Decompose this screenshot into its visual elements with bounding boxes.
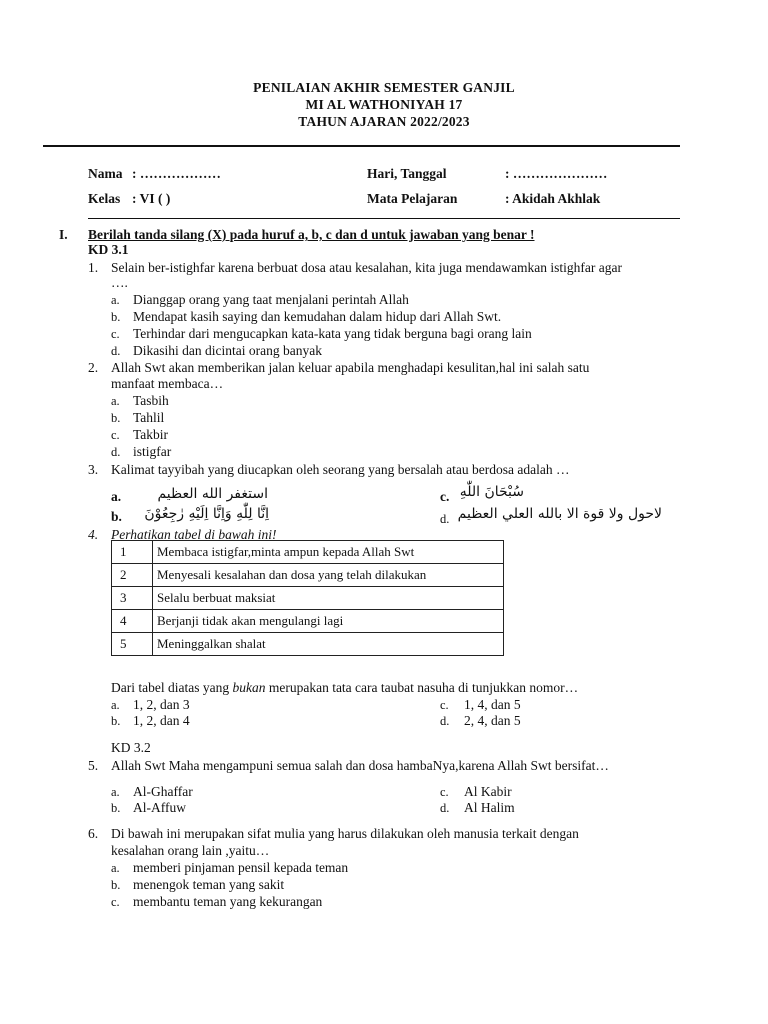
arabic-tasbih: سُبْحَانَ اللّٰهِ — [459, 484, 524, 500]
steps-table — [111, 540, 504, 656]
question-text-cont: manfaat membaca… — [111, 376, 224, 391]
option-letter[interactable]: c. — [111, 428, 120, 442]
nama-field[interactable]: : ……………… — [132, 166, 221, 181]
followup-pre: Dari tabel diatas yang — [111, 680, 233, 695]
option-letter[interactable]: d. — [440, 512, 450, 526]
option-text: menengok teman yang sakit — [133, 877, 285, 892]
option-letter[interactable]: b. — [111, 509, 122, 524]
table-cell-text: Menyesali kesalahan dan dosa yang telah dilakukan — [153, 564, 504, 587]
option-text: Mendapat kasih saying dan kemudahan dalam hidup dari Allah Swt. — [133, 309, 502, 324]
table-cell-text: Membaca istigfar,minta ampun kepada Allah Swt — [153, 541, 504, 564]
header-divider — [43, 145, 680, 147]
option-letter[interactable]: a. — [111, 861, 120, 875]
table-row — [112, 541, 504, 564]
option-text: Terhindar dari mengucapkan kata-kata yang tidak berguna bagi orang lain — [133, 326, 532, 341]
section-number: I. — [59, 227, 68, 242]
option-text: Tahlil — [133, 410, 165, 425]
option-text: memberi pinjaman pensil kepada teman — [133, 860, 349, 875]
table-row — [112, 587, 504, 610]
table-row — [112, 610, 504, 633]
exam-title: PENILAIAN AKHIR SEMESTER GANJIL — [253, 80, 515, 95]
option-letter[interactable]: d. — [111, 344, 121, 358]
question-number: 1. — [88, 260, 99, 275]
option-letter[interactable]: d. — [111, 445, 121, 459]
table-cell-text: Meninggalkan shalat — [153, 633, 504, 656]
option-text: membantu teman yang kekurangan — [133, 894, 323, 909]
question-followup — [111, 680, 578, 696]
option-text: istigfar — [133, 444, 172, 459]
option-letter[interactable]: a. — [111, 489, 122, 504]
kelas-field[interactable]: : VI ( ) — [132, 191, 171, 206]
question-text: Di bawah ini merupakan sifat mulia yang harus dilakukan oleh manusia terkait dengan — [111, 826, 579, 841]
option-text: Al-Affuw — [133, 800, 186, 815]
option-letter[interactable]: d. — [440, 801, 450, 815]
option-letter[interactable]: b. — [111, 878, 121, 892]
arabic-istighfar: استغفر الله العظيم — [157, 486, 268, 502]
table-cell-number: 4 — [112, 610, 153, 633]
followup-emphasis: bukan — [232, 680, 266, 695]
kd-label: KD 3.2 — [111, 740, 151, 755]
option-text: Al Kabir — [464, 784, 512, 799]
option-text: Tasbih — [133, 393, 169, 408]
option-text: Dikasihi dan dicintai orang banyak — [133, 343, 322, 358]
option-letter[interactable]: b. — [111, 310, 121, 324]
option-text: Al-Ghaffar — [133, 784, 193, 799]
option-letter[interactable]: c. — [111, 327, 120, 341]
arabic-hauqalah: لاحول ولا قوة الا بالله العلي العظيم — [457, 506, 662, 522]
option-letter[interactable]: a. — [111, 293, 120, 307]
question-text: Selain ber-istighfar karena berbuat dosa atau kesalahan, kita juga mendawamkan istighfar agar — [111, 260, 623, 275]
mapel-label: Mata Pelajaran — [367, 191, 458, 206]
hari-label: Hari, Tanggal — [367, 166, 447, 181]
table-cell-number: 1 — [112, 541, 153, 564]
option-letter[interactable]: a. — [111, 394, 120, 408]
mapel-value: : Akidah Akhlak — [505, 191, 601, 206]
option-text: Takbir — [133, 427, 169, 442]
option-letter[interactable]: b. — [111, 411, 121, 425]
table-row — [112, 564, 504, 587]
section-instruction: Berilah tanda silang (X) pada huruf a, b, c dan d untuk jawaban yang benar ! — [88, 227, 535, 242]
option-text: Al Halim — [464, 800, 515, 815]
option-letter[interactable]: d. — [440, 714, 450, 728]
option-text: 1, 2, dan 3 — [133, 697, 190, 712]
nama-label: Nama — [88, 166, 123, 181]
kelas-label: Kelas — [88, 191, 121, 206]
followup-post: merupakan tata cara taubat nasuha di tunjukkan nomor… — [265, 680, 579, 695]
table-cell-number: 2 — [112, 564, 153, 587]
identity-divider — [88, 218, 680, 219]
arabic-istirja: اِنَّا لِلّٰهِ وَاِنَّا اِلَيْهِ رٰجِعُوْنَ — [144, 506, 269, 522]
academic-year: TAHUN AJARAN 2022/2023 — [298, 114, 470, 129]
option-letter[interactable]: a. — [111, 785, 120, 799]
question-number: 6. — [88, 826, 99, 841]
table-row — [112, 633, 504, 656]
question-number: 5. — [88, 758, 99, 773]
option-letter[interactable]: b. — [111, 714, 121, 728]
question-number: 2. — [88, 360, 99, 375]
question-text-cont: kesalahan orang lain ,yaitu… — [111, 843, 270, 858]
school-name: MI AL WATHONIYAH 17 — [305, 97, 463, 112]
option-letter[interactable]: c. — [440, 698, 449, 712]
question-text-cont: …. — [111, 275, 128, 290]
question-number: 3. — [88, 462, 99, 477]
question-text: Allah Swt Maha mengampuni semua salah dan dosa hambaNya,karena Allah Swt bersifat… — [111, 758, 609, 773]
option-letter[interactable]: c. — [440, 785, 449, 799]
question-text: Allah Swt akan memberikan jalan keluar apabila menghadapi kesulitan,hal ini salah satu — [111, 360, 590, 375]
kd-label: KD 3.1 — [88, 242, 129, 257]
table-cell-number: 5 — [112, 633, 153, 656]
table-cell-text: Selalu berbuat maksiat — [153, 587, 504, 610]
hari-field[interactable]: : ………………… — [505, 166, 608, 181]
option-letter[interactable]: b. — [111, 801, 121, 815]
option-letter[interactable]: a. — [111, 698, 120, 712]
table-cell-text: Berjanji tidak akan mengulangi lagi — [153, 610, 504, 633]
option-text: Dianggap orang yang taat menjalani perintah Allah — [133, 292, 409, 307]
table-cell-number: 3 — [112, 587, 153, 610]
question-text: Perhatikan tabel di bawah ini! — [111, 527, 277, 542]
option-letter[interactable]: c. — [111, 895, 120, 909]
option-text: 2, 4, dan 5 — [464, 713, 521, 728]
question-text: Kalimat tayyibah yang diucapkan oleh seorang yang bersalah atau berdosa adalah … — [111, 462, 570, 477]
option-letter[interactable]: c. — [440, 489, 450, 504]
question-number: 4. — [88, 527, 99, 542]
option-text: 1, 4, dan 5 — [464, 697, 521, 712]
option-text: 1, 2, dan 4 — [133, 713, 190, 728]
